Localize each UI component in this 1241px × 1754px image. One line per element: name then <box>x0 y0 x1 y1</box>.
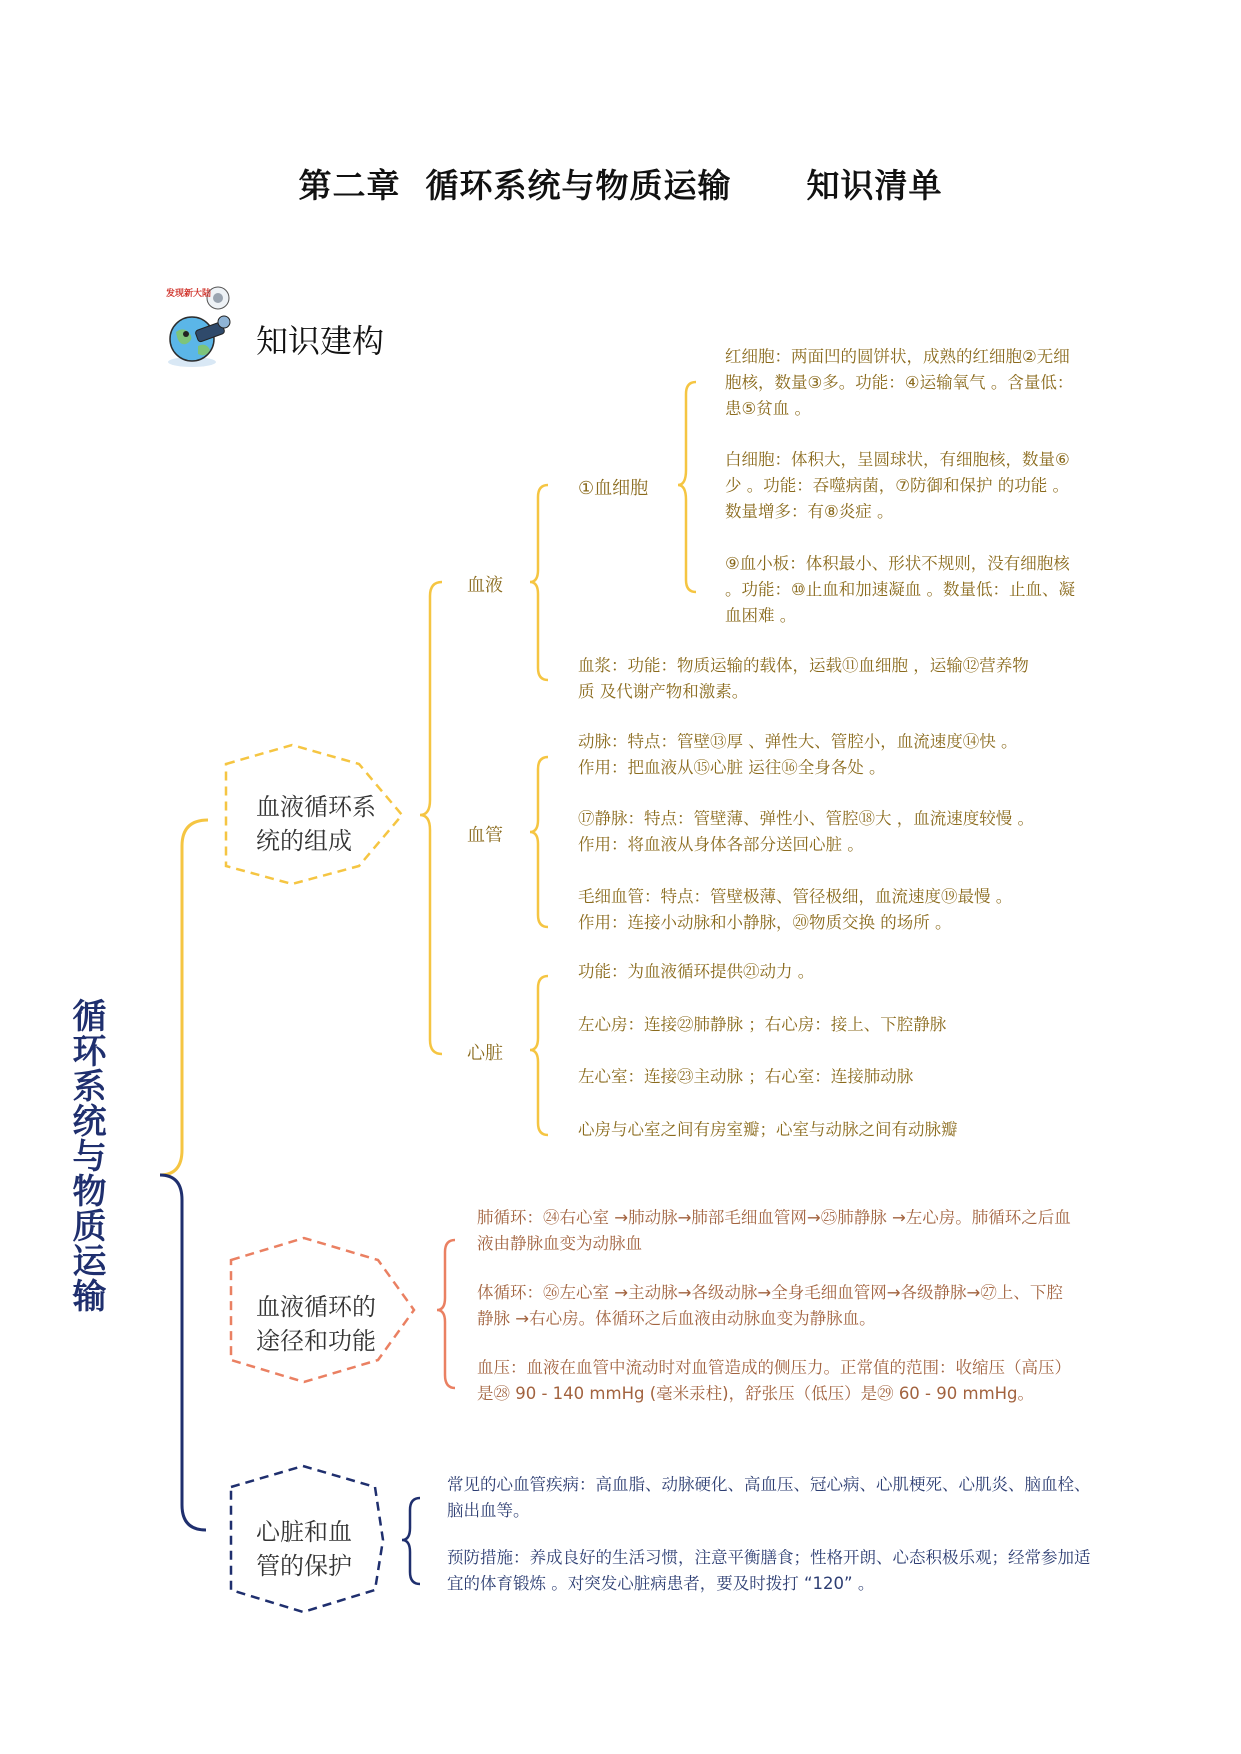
disease-text: 常见的心血管疾病：高血脂、动脉硬化、高血压、冠心病、心肌梗死、心肌炎、脑血栓、 脑出血等。 <box>447 1475 1091 1520</box>
heart-item: 左心室：连接㉓主动脉 ；右心室：连接肺动脉 <box>578 1067 914 1086</box>
plasma-text: 血浆：功能：物质运输的载体，运载⑪血细胞 ，运输⑫营养物 质 及代谢产物和激素。 <box>578 656 1029 701</box>
heart-label: 心脏 <box>467 1043 503 1064</box>
wbc-text: 白细胞：体积大，呈圆球状，有细胞核，数量⑥ 少 。功能：吞噬病菌，⑦防御和保护 的功能 。 数量增多：有⑧炎症 。 <box>725 450 1070 521</box>
pathway-brace <box>437 1240 455 1388</box>
heart-item: 功能：为血液循环提供㉑动力 。 <box>578 962 815 981</box>
blood-brace <box>530 485 548 680</box>
platelet-text: ⑨血小板：体积最小、形状不规则，没有细胞核 。功能：⑩止血和加速凝血 。数量低：止血、凝 血困难 。 <box>725 554 1076 625</box>
page-title: 第二章 循环系统与物质运输 知识清单 <box>298 166 943 205</box>
blood-cells-label: ①血细胞 <box>578 478 649 499</box>
protection-brace <box>402 1498 420 1584</box>
prevention-text: 预防措施：养成良好的生活习惯，注意平衡膳食；性格开朗、心态积极乐观；经常参加适 宜的体育锻炼 。对突发心脏病患者，要及时拨打 “120” 。 <box>447 1548 1091 1593</box>
systemic-circulation-text: 体循环：㉖左心室 →主动脉→各级动脉→全身毛细血管网→各级静脉→㉗上、下腔 静脉 →右心房。体循环之后血液由动脉血变为静脉血。 <box>477 1283 1063 1328</box>
root-title: 循环系统与物质运输 <box>66 998 106 1313</box>
rbc-text: 红细胞：两面凹的圆饼状，成熟的红细胞②无细 胞核，数量③多。功能：④运输氧气 。含量低： 患⑤贫血 。 <box>725 347 1074 418</box>
root-brace-top <box>160 820 208 1175</box>
composition-brace <box>420 582 442 1054</box>
composition-label: 血液循环系统的组成 <box>256 793 376 855</box>
vessel-label: 血管 <box>467 825 503 846</box>
blood-cells-brace <box>678 382 696 592</box>
root-brace-bottom <box>160 1175 206 1530</box>
pulmonary-circulation-text: 肺循环：㉔右心室 →肺动脉→肺部毛细血管网→㉕肺静脉 →左心房。肺循环之后血 液由静脉血变为动脉血 <box>477 1208 1071 1253</box>
heart-item: 左心房：连接㉒肺静脉 ；右心房：接上、下腔静脉 <box>578 1015 947 1034</box>
blood-pressure-text: 血压：血液在血管中流动时对血管造成的侧压力。正常值的范围：收缩压（高压） 是㉘ 90 - 140 mmHg (毫米汞柱)，舒张压（低压）是㉙ 60 - 90 mmHg。 <box>477 1358 1071 1403</box>
section-heading: 知识建构 <box>256 322 385 360</box>
blood-label: 血液 <box>467 575 503 596</box>
heart-brace <box>530 976 548 1135</box>
artery-text: 动脉：特点：管壁⑬厚 、弹性大、管腔小，血流速度⑭快 。 作用：把血液从⑮心脏 运往⑯全身各处 。 <box>578 732 1018 777</box>
pathway-label: 血液循环的途径和功能 <box>256 1293 376 1355</box>
vessel-brace <box>530 757 548 927</box>
protection-label: 心脏和血管的保护 <box>256 1518 352 1580</box>
mascot-caption: 发现新大陆 <box>166 289 212 299</box>
heart-item: 心房与心室之间有房室瓣；心室与动脉之间有动脉瓣 <box>578 1120 958 1139</box>
capillary-text: 毛细血管：特点：管壁极薄、管径极细，血流速度⑲最慢 。 作用：连接小动脉和小静脉，⑳物质交换 的场所 。 <box>578 887 1013 932</box>
vein-text: ⑰静脉：特点：管壁薄、弹性小、管腔⑱大 ，血流速度较慢 。 作用：将血液从身体各部分送回心脏 。 <box>578 809 1034 854</box>
